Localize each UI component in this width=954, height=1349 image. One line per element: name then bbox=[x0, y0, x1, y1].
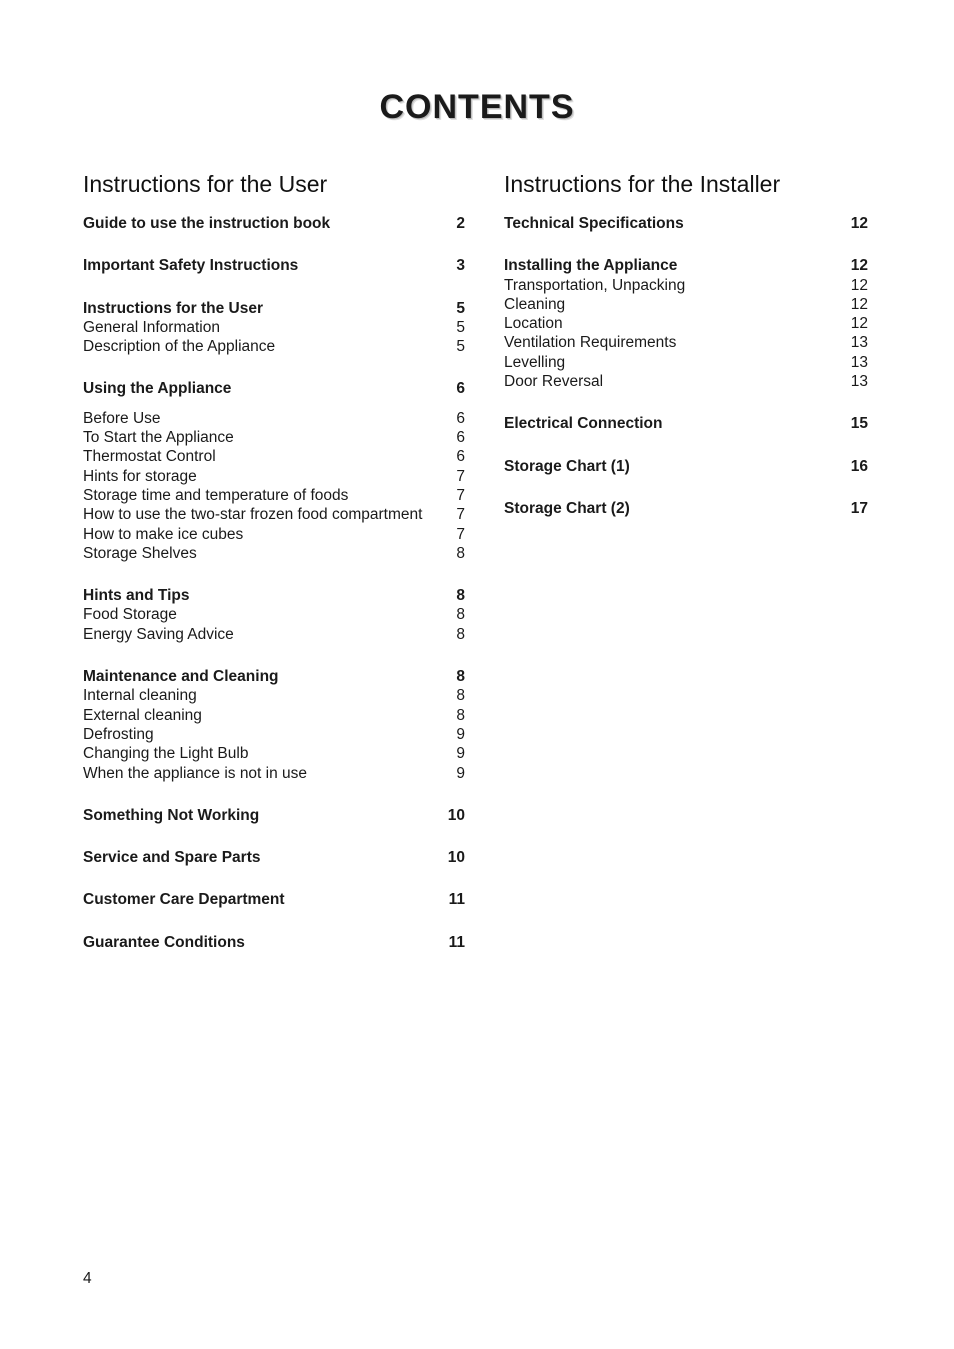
toc-entry-label: Using the Appliance bbox=[83, 380, 232, 398]
toc-entry-label: Storage Shelves bbox=[83, 544, 197, 562]
toc-entry-page-number: 12 bbox=[850, 276, 868, 294]
toc-entry-label: Cleaning bbox=[504, 295, 566, 313]
toc-entry-page-number: 8 bbox=[456, 706, 465, 724]
toc-entry-label: Hints for storage bbox=[83, 467, 197, 485]
toc-entry-page-number: 8 bbox=[456, 606, 465, 624]
toc-section-heading bbox=[504, 499, 868, 518]
toc-entry-label: General Information bbox=[83, 318, 220, 336]
toc-entry-label: Hints and Tips bbox=[83, 587, 190, 605]
toc-entry-page-number: 17 bbox=[850, 499, 868, 517]
toc-entry-label: Transportation, Unpacking bbox=[504, 276, 686, 294]
toc-entry-page-number: 6 bbox=[456, 429, 465, 447]
toc-entry-label: Location bbox=[504, 315, 563, 333]
toc-entry-page-number: 7 bbox=[456, 506, 465, 524]
toc-entry-page-number: 7 bbox=[456, 486, 465, 504]
user-toc-list bbox=[83, 214, 465, 952]
toc-entry-label: Maintenance and Cleaning bbox=[83, 668, 279, 686]
toc-section-heading bbox=[83, 256, 465, 275]
toc-section-heading bbox=[83, 214, 465, 233]
toc-entry-page-number: 9 bbox=[456, 745, 465, 763]
toc-section bbox=[504, 499, 868, 518]
toc-entry-page-number: 10 bbox=[447, 849, 465, 867]
toc-subentry bbox=[83, 625, 465, 644]
toc-subentry bbox=[83, 447, 465, 466]
toc-entry-label: Changing the Light Bulb bbox=[83, 745, 249, 763]
toc-entry-label: Description of the Appliance bbox=[83, 338, 276, 356]
toc-section-heading bbox=[83, 933, 465, 952]
toc-entry-label: Storage Chart (1) bbox=[504, 457, 630, 475]
toc-entry-page-number: 12 bbox=[850, 315, 868, 333]
toc-entry-label: Thermostat Control bbox=[83, 448, 216, 466]
toc-subentry bbox=[504, 276, 868, 295]
page-title: CONTENTS bbox=[379, 88, 575, 126]
toc-entry-label: Internal cleaning bbox=[83, 687, 197, 705]
toc-section bbox=[504, 414, 868, 433]
toc-subentry bbox=[83, 409, 465, 428]
toc-subentry bbox=[504, 353, 868, 372]
toc-entry-page-number: 3 bbox=[456, 257, 465, 275]
toc-section bbox=[83, 379, 465, 563]
toc-subentry bbox=[83, 605, 465, 624]
toc-section bbox=[83, 299, 465, 357]
toc-entry-page-number: 13 bbox=[850, 334, 868, 352]
toc-entry-label: Before Use bbox=[83, 409, 161, 427]
toc-section-heading bbox=[83, 806, 465, 825]
toc-section-heading bbox=[504, 414, 868, 433]
toc-subentry bbox=[83, 686, 465, 705]
toc-entry-label: Installing the Appliance bbox=[504, 257, 678, 275]
toc-entry-page-number: 9 bbox=[456, 764, 465, 782]
toc-entry-page-number: 16 bbox=[850, 457, 868, 475]
toc-entry-page-number: 8 bbox=[456, 625, 465, 643]
toc-entry-page-number: 12 bbox=[850, 257, 868, 275]
toc-entry-page-number: 7 bbox=[456, 467, 465, 485]
toc-subentry bbox=[504, 372, 868, 391]
toc-entry-page-number: 8 bbox=[456, 687, 465, 705]
toc-entry-label: Ventilation Requirements bbox=[504, 334, 677, 352]
installer-column-heading: Instructions for the Installer bbox=[504, 171, 781, 197]
toc-section bbox=[83, 806, 465, 825]
toc-section bbox=[504, 214, 868, 233]
toc-entry-page-number: 15 bbox=[850, 415, 868, 433]
toc-entry-page-number: 7 bbox=[456, 525, 465, 543]
toc-entry-label: Guarantee Conditions bbox=[83, 933, 245, 951]
toc-entry-label: Storage Chart (2) bbox=[504, 499, 630, 517]
toc-entry-page-number: 12 bbox=[850, 295, 868, 313]
toc-entry-page-number: 6 bbox=[456, 448, 465, 466]
toc-entry-page-number: 11 bbox=[448, 933, 465, 951]
toc-entry-label: Storage time and temperature of foods bbox=[83, 486, 349, 504]
toc-entry-page-number: 10 bbox=[447, 806, 465, 824]
toc-entry-label: Door Reversal bbox=[504, 373, 604, 391]
toc-entry-label: Electrical Connection bbox=[504, 415, 663, 433]
toc-subentry bbox=[504, 314, 868, 333]
toc-entry-label: How to use the two-star frozen food compartment bbox=[83, 506, 423, 524]
toc-subentry bbox=[83, 337, 465, 356]
installer-toc-list bbox=[504, 214, 868, 518]
toc-section-heading bbox=[504, 256, 868, 275]
toc-entry-label: Something Not Working bbox=[83, 806, 260, 824]
toc-entry-label: Customer Care Department bbox=[83, 891, 285, 909]
toc-section-heading bbox=[83, 379, 465, 398]
toc-entry-page-number: 6 bbox=[456, 380, 465, 398]
toc-subentry bbox=[83, 486, 465, 505]
toc-section bbox=[83, 890, 465, 909]
toc-section-heading bbox=[83, 299, 465, 318]
toc-entry-label: Defrosting bbox=[83, 725, 154, 743]
toc-subentry bbox=[83, 318, 465, 337]
toc-section bbox=[83, 933, 465, 952]
toc-subentry bbox=[83, 505, 465, 524]
toc-entry-page-number: 9 bbox=[456, 725, 465, 743]
user-instructions-column bbox=[83, 168, 465, 975]
toc-section-heading bbox=[83, 586, 465, 605]
toc-entry-label: Instructions for the User bbox=[83, 299, 263, 317]
toc-section-heading bbox=[504, 457, 868, 476]
toc-subentry bbox=[83, 428, 465, 447]
toc-section bbox=[83, 214, 465, 233]
toc-entry-page-number: 5 bbox=[456, 299, 465, 317]
toc-entry-label: External cleaning bbox=[83, 706, 202, 724]
toc-subentry bbox=[83, 764, 465, 783]
toc-entry-page-number: 13 bbox=[850, 373, 868, 391]
toc-entry-label: Guide to use the instruction book bbox=[83, 215, 331, 232]
toc-subentry bbox=[83, 525, 465, 544]
toc-section bbox=[83, 586, 465, 644]
toc-subentry bbox=[83, 725, 465, 744]
toc-subentry bbox=[83, 544, 465, 563]
toc-entry-label: Important Safety Instructions bbox=[83, 257, 299, 275]
toc-entry-label: When the appliance is not in use bbox=[83, 764, 308, 782]
toc-entry-page-number: 2 bbox=[456, 215, 465, 232]
toc-entry-page-number: 8 bbox=[456, 587, 465, 605]
toc-subentry bbox=[83, 467, 465, 486]
toc-entry-page-number: 5 bbox=[456, 338, 465, 356]
toc-entry-label: Technical Specifications bbox=[504, 215, 684, 232]
toc-entry-label: To Start the Appliance bbox=[83, 429, 234, 447]
toc-entry-page-number: 6 bbox=[456, 409, 465, 427]
toc-subentry bbox=[83, 706, 465, 725]
toc-entry-page-number: 8 bbox=[456, 668, 465, 686]
toc-entry-label: How to make ice cubes bbox=[83, 525, 244, 543]
footer-page-number: 4 bbox=[83, 1270, 92, 1287]
toc-entry-page-number: 11 bbox=[448, 891, 465, 909]
toc-subentry bbox=[504, 295, 868, 314]
user-column-heading: Instructions for the User bbox=[83, 171, 328, 197]
toc-section bbox=[83, 256, 465, 275]
toc-section-heading bbox=[83, 848, 465, 867]
toc-subentry bbox=[504, 333, 868, 352]
toc-entry-label: Service and Spare Parts bbox=[83, 849, 261, 867]
toc-section bbox=[83, 667, 465, 783]
toc-section bbox=[504, 457, 868, 476]
toc-entry-page-number: 12 bbox=[850, 215, 868, 232]
toc-entry-label: Levelling bbox=[504, 353, 566, 371]
installer-instructions-column bbox=[504, 168, 868, 541]
toc-subentry bbox=[83, 744, 465, 763]
toc-entry-label: Food Storage bbox=[83, 606, 177, 624]
toc-section-heading bbox=[83, 890, 465, 909]
toc-section bbox=[504, 256, 868, 391]
toc-section bbox=[83, 848, 465, 867]
toc-entry-page-number: 5 bbox=[456, 318, 465, 336]
toc-entry-label: Energy Saving Advice bbox=[83, 625, 234, 643]
toc-entry-page-number: 13 bbox=[850, 353, 868, 371]
toc-section-heading bbox=[83, 667, 465, 686]
toc-section-heading bbox=[504, 214, 868, 233]
toc-entry-page-number: 8 bbox=[456, 544, 465, 562]
